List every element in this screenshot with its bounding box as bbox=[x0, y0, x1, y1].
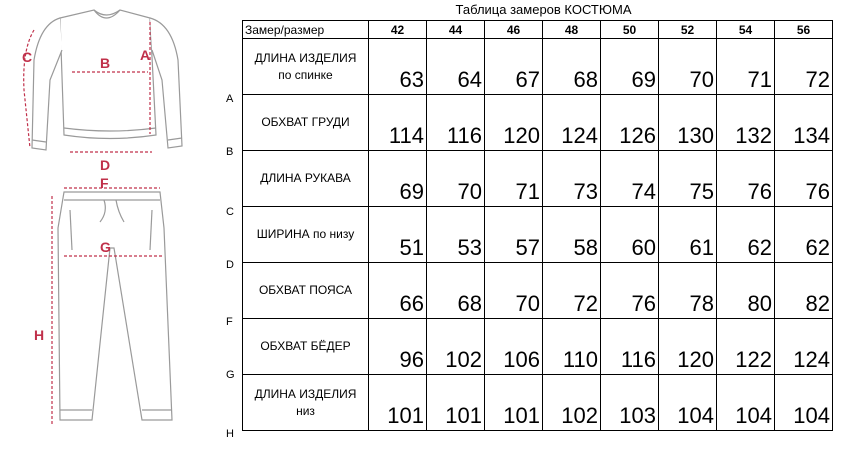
label-a: A bbox=[140, 47, 151, 63]
value-cell: 122 bbox=[717, 319, 775, 375]
value-cell: 75 bbox=[659, 151, 717, 207]
header-row bbox=[243, 21, 833, 39]
value-cell: 104 bbox=[775, 375, 833, 431]
value-cell: 64 bbox=[427, 39, 485, 95]
size-header: 50 bbox=[601, 21, 659, 39]
label-line: низ bbox=[296, 403, 315, 418]
label-line: ОБХВАТ ГРУДИ bbox=[261, 115, 350, 129]
value-cell: 70 bbox=[427, 151, 485, 207]
measurement-label bbox=[243, 319, 369, 375]
row-letter-d: D bbox=[226, 259, 234, 271]
table-row bbox=[243, 151, 833, 207]
label-line: ДЛИНА ИЗДЕЛИЯ bbox=[254, 386, 357, 401]
value-cell: 116 bbox=[427, 95, 485, 151]
size-header: 48 bbox=[543, 21, 601, 39]
value-cell: 72 bbox=[543, 263, 601, 319]
value-cell: 62 bbox=[717, 207, 775, 263]
header-label: Замер/размер bbox=[243, 21, 369, 39]
value-cell: 74 bbox=[601, 151, 659, 207]
sweatshirt-illustration bbox=[32, 10, 182, 150]
row-letter-h: H bbox=[226, 428, 234, 440]
value-cell: 69 bbox=[369, 151, 427, 207]
value-cell: 114 bbox=[369, 95, 427, 151]
value-cell: 76 bbox=[775, 151, 833, 207]
value-cell: 104 bbox=[717, 375, 775, 431]
table-title: Таблица замеров КОСТЮМА bbox=[455, 2, 632, 17]
value-cell: 73 bbox=[543, 151, 601, 207]
row-letter-c: C bbox=[226, 206, 234, 218]
size-header: 52 bbox=[659, 21, 717, 39]
label-b: B bbox=[100, 55, 111, 71]
value-cell: 63 bbox=[369, 39, 427, 95]
measurement-label bbox=[243, 207, 369, 263]
size-header: 42 bbox=[369, 21, 427, 39]
value-cell: 51 bbox=[369, 207, 427, 263]
value-cell: 103 bbox=[601, 375, 659, 431]
value-cell: 130 bbox=[659, 95, 717, 151]
label-c: C bbox=[22, 49, 33, 65]
value-cell: 70 bbox=[485, 263, 543, 319]
value-cell: 76 bbox=[717, 151, 775, 207]
value-cell: 132 bbox=[717, 95, 775, 151]
value-cell: 120 bbox=[485, 95, 543, 151]
value-cell: 71 bbox=[485, 151, 543, 207]
value-cell: 60 bbox=[601, 207, 659, 263]
label-line: ОБХВАТ ПОЯСА bbox=[258, 283, 353, 297]
measurement-label bbox=[243, 375, 369, 431]
value-cell: 110 bbox=[543, 319, 601, 375]
value-cell: 80 bbox=[717, 263, 775, 319]
pants-illustration bbox=[58, 192, 172, 420]
value-cell: 134 bbox=[775, 95, 833, 151]
label-h: H bbox=[34, 327, 45, 343]
value-cell: 57 bbox=[485, 207, 543, 263]
label-line: ШИРИНА по низу bbox=[256, 227, 355, 241]
row-letter-a: A bbox=[226, 93, 234, 105]
table-row bbox=[243, 319, 833, 375]
row-letter-b: B bbox=[226, 146, 234, 158]
size-header: 54 bbox=[717, 21, 775, 39]
value-cell: 69 bbox=[601, 39, 659, 95]
value-cell: 102 bbox=[543, 375, 601, 431]
value-cell: 61 bbox=[659, 207, 717, 263]
table-row bbox=[243, 375, 833, 431]
value-cell: 68 bbox=[543, 39, 601, 95]
value-cell: 96 bbox=[369, 319, 427, 375]
label-line: ДЛИНА РУКАВА bbox=[260, 171, 351, 185]
value-cell: 62 bbox=[775, 207, 833, 263]
value-cell: 53 bbox=[427, 207, 485, 263]
value-cell: 120 bbox=[659, 319, 717, 375]
value-cell: 124 bbox=[543, 95, 601, 151]
size-header: 46 bbox=[485, 21, 543, 39]
label-d: D bbox=[100, 157, 111, 173]
measurement-label bbox=[243, 263, 369, 319]
value-cell: 72 bbox=[775, 39, 833, 95]
label-line: ОБХВАТ БЁДЕР bbox=[260, 339, 351, 353]
row-letter-g: G bbox=[226, 369, 235, 381]
garment-diagram bbox=[0, 0, 240, 450]
value-cell: 106 bbox=[485, 319, 543, 375]
measurement-label bbox=[243, 39, 369, 95]
value-cell: 104 bbox=[659, 375, 717, 431]
value-cell: 67 bbox=[485, 39, 543, 95]
size-header: 44 bbox=[427, 21, 485, 39]
measurement-label bbox=[243, 95, 369, 151]
value-cell: 124 bbox=[775, 319, 833, 375]
table-row bbox=[243, 207, 833, 263]
size-table bbox=[242, 20, 833, 431]
value-cell: 101 bbox=[427, 375, 485, 431]
size-header: 56 bbox=[775, 21, 833, 39]
value-cell: 71 bbox=[717, 39, 775, 95]
table-row bbox=[243, 263, 833, 319]
value-cell: 116 bbox=[601, 319, 659, 375]
measurement-label bbox=[243, 151, 369, 207]
value-cell: 78 bbox=[659, 263, 717, 319]
label-g: G bbox=[100, 239, 111, 255]
label-f: F bbox=[100, 175, 109, 191]
row-letter-f: F bbox=[226, 316, 233, 328]
value-cell: 70 bbox=[659, 39, 717, 95]
table-row bbox=[243, 95, 833, 151]
table-row bbox=[243, 39, 833, 95]
value-cell: 68 bbox=[427, 263, 485, 319]
value-cell: 58 bbox=[543, 207, 601, 263]
label-line: по спинке bbox=[278, 67, 333, 82]
value-cell: 82 bbox=[775, 263, 833, 319]
value-cell: 101 bbox=[369, 375, 427, 431]
value-cell: 76 bbox=[601, 263, 659, 319]
value-cell: 66 bbox=[369, 263, 427, 319]
value-cell: 101 bbox=[485, 375, 543, 431]
value-cell: 126 bbox=[601, 95, 659, 151]
value-cell: 102 bbox=[427, 319, 485, 375]
label-line: ДЛИНА ИЗДЕЛИЯ bbox=[254, 50, 357, 65]
